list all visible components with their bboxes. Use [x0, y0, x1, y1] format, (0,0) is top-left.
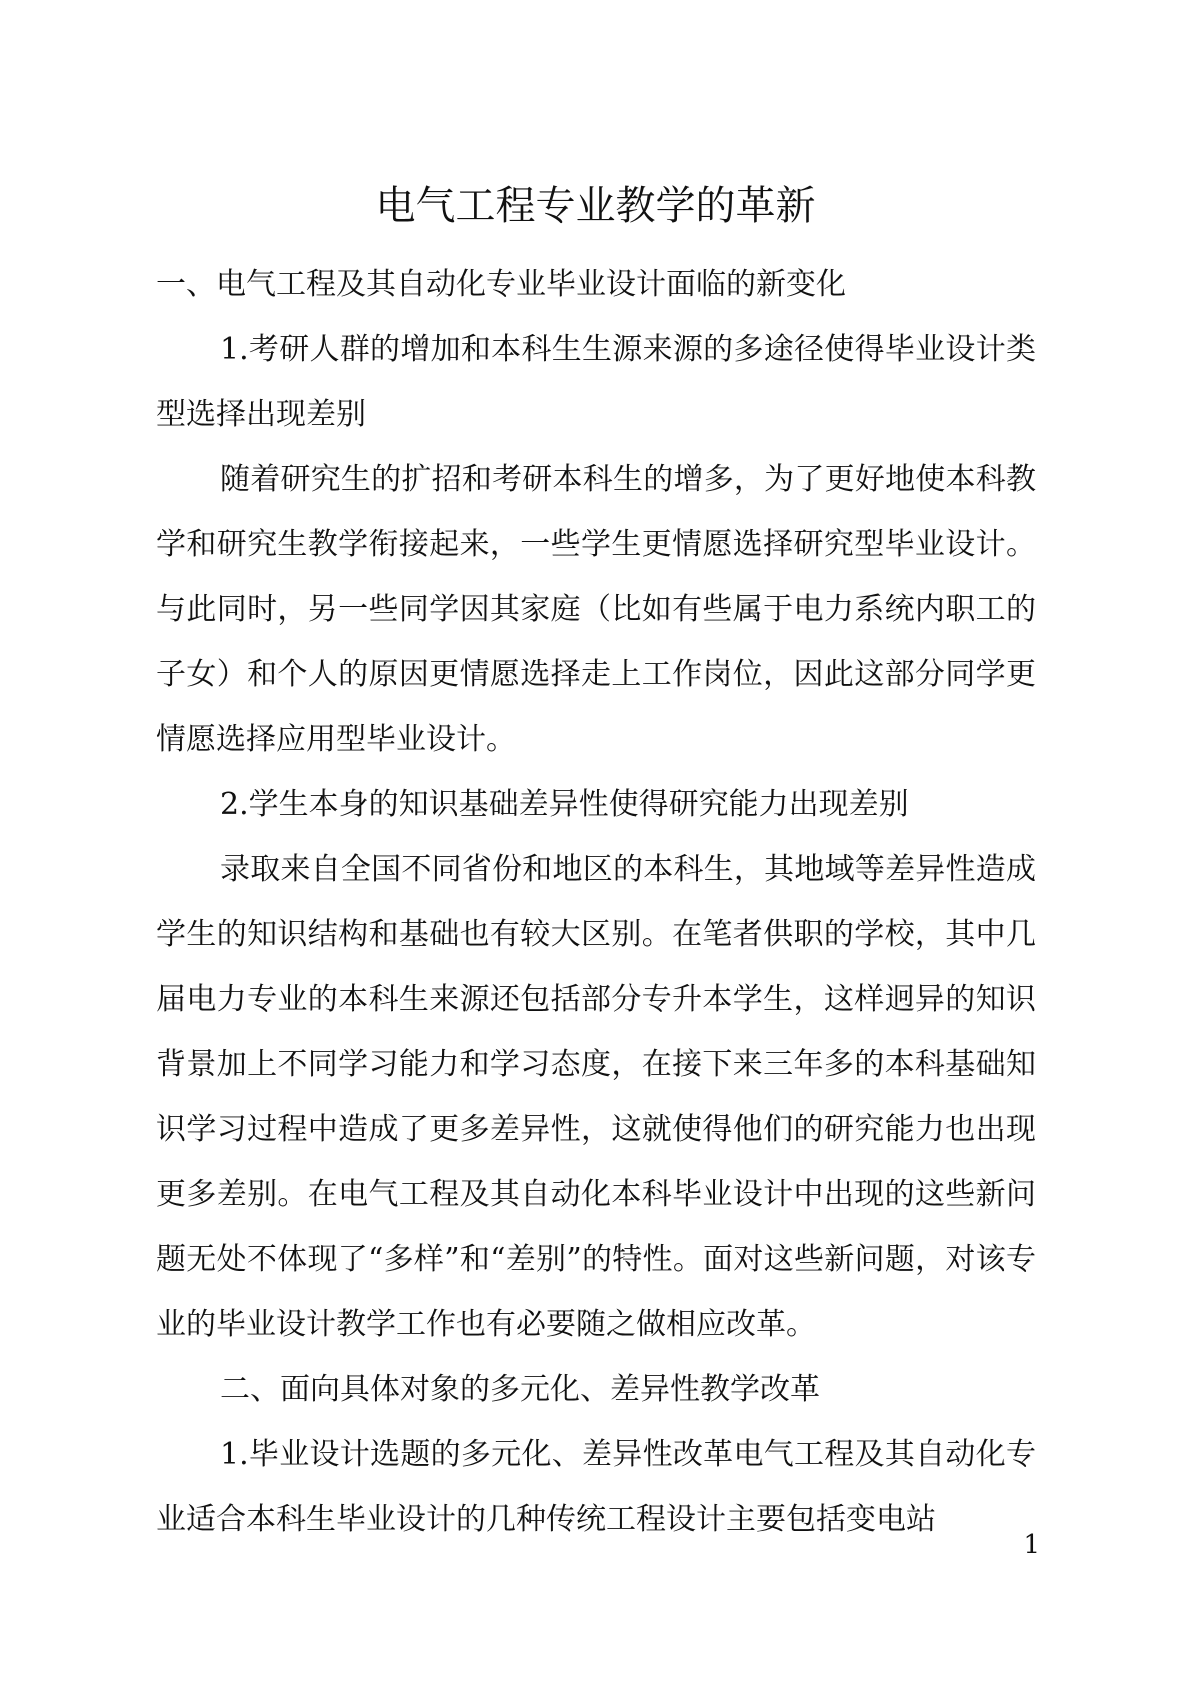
subheading-2-1: 1.毕业设计选题的多元化、差异性改革电气工程及其自动化专业适合本科生毕业设计的几种传统工程设计主要包括变电站	[156, 1437, 1036, 1537]
paragraph-1-2: 录取来自全国不同省份和地区的本科生，其地域等差异性造成学生的知识结构和基础也有较大区别。在笔者供职的学校，其中几届电力专业的本科生来源还包括部分专升本学生，这样迥异的知识背景加上不同学习能力和学习态度，在接下来三年多的本科基础知识学习过程中造成了更多差异性，这就使得他们的研究能力也出现更多差别。在电气工程及其自动化本科毕业设计中出现的这些新问题无处不体现了“多样”和“差别”的特性。面对这些新问题，对该专业的毕业设计教学工作也有必要随之做相应改革。	[156, 852, 1036, 1342]
section-heading-1: 一、电气工程及其自动化专业毕业设计面临的新变化	[156, 267, 846, 302]
subheading-1-1: 1.考研人群的增加和本科生生源来源的多途径使得毕业设计类型选择出现差别	[156, 332, 1036, 432]
page-number: 1	[1023, 1530, 1040, 1560]
document-body	[156, 252, 1036, 1552]
document-title: 电气工程专业教学的革新	[375, 183, 816, 229]
subheading-1-2: 2.学生本身的知识基础差异性使得研究能力出现差别	[220, 787, 909, 822]
section-heading-2: 二、面向具体对象的多元化、差异性教学改革	[220, 1372, 820, 1407]
paragraph-1-1: 随着研究生的扩招和考研本科生的增多，为了更好地使本科教学和研究生教学衔接起来，一些学生更情愿选择研究型毕业设计。与此同时，另一些同学因其家庭（比如有些属于电力系统内职工的子女）和个人的原因更情愿选择走上工作岗位，因此这部分同学更情愿选择应用型毕业设计。	[156, 462, 1036, 757]
